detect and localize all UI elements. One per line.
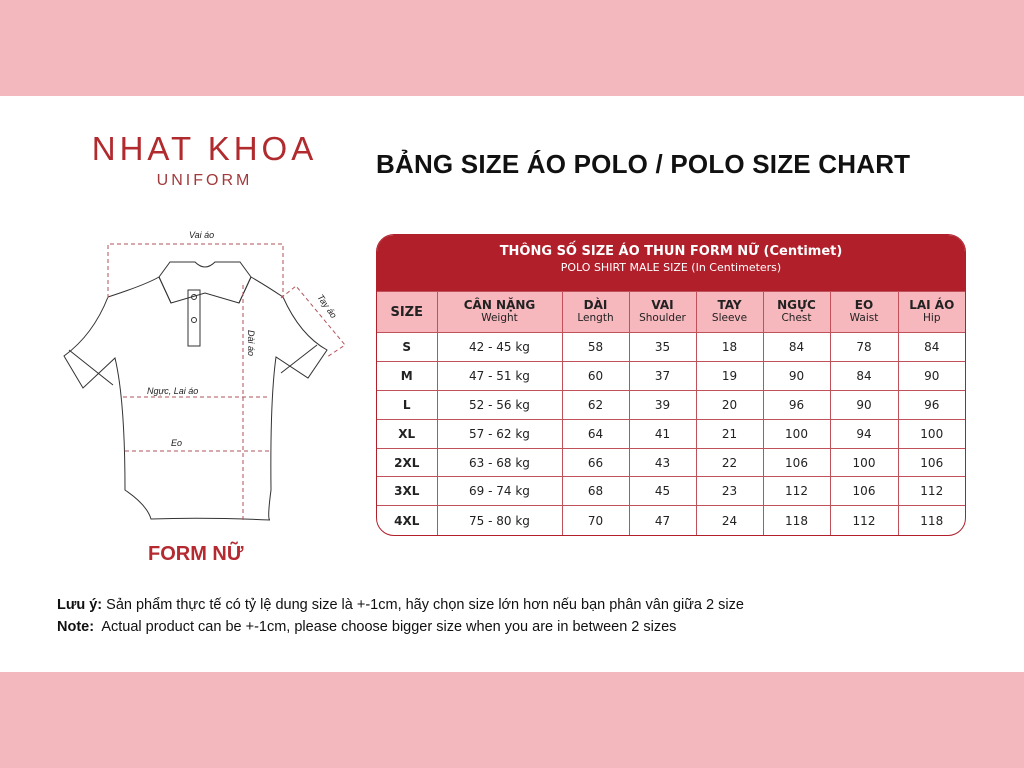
table-row [377, 448, 965, 477]
size-cell: 2XL [377, 448, 437, 477]
table-cell: 96 [763, 390, 830, 419]
table-cell: 41 [629, 419, 696, 448]
table-cell: 84 [898, 333, 965, 362]
table-cell: 90 [830, 390, 898, 419]
table-cell: 39 [629, 390, 696, 419]
column-header-en: Hip [923, 312, 941, 324]
column-header [898, 292, 965, 333]
size-cell: XL [377, 419, 437, 448]
bottom-band [0, 672, 1024, 768]
table-cell: 60 [562, 361, 629, 390]
column-header-vi: TAY [717, 298, 742, 312]
table-cell: 94 [830, 419, 898, 448]
note-vi [57, 594, 744, 616]
table-cell: 57 - 62 kg [437, 419, 562, 448]
table-cell: 64 [562, 419, 629, 448]
column-header [562, 292, 629, 333]
table-cell: 118 [763, 506, 830, 535]
table-cell: 21 [696, 419, 763, 448]
column-header-en: Sleeve [711, 312, 748, 324]
label-shoulder: Vai áo [189, 230, 215, 240]
table-cell: 96 [898, 390, 965, 419]
table-title-bar [377, 235, 965, 291]
shirt-outline [64, 277, 327, 520]
column-header [763, 292, 830, 333]
table-cell: 62 [562, 390, 629, 419]
size-cell: 3XL [377, 477, 437, 506]
table-cell: 52 - 56 kg [437, 390, 562, 419]
shirt-diagram [55, 220, 365, 530]
table-cell: 90 [898, 361, 965, 390]
table-cell: 63 - 68 kg [437, 448, 562, 477]
table-cell: 70 [562, 506, 629, 535]
column-header-vi: SIZE [390, 304, 423, 320]
column-header-en: Chest [781, 312, 812, 324]
table-cell: 112 [898, 477, 965, 506]
table-cell: 100 [898, 419, 965, 448]
table-cell: 112 [830, 506, 898, 535]
size-cell: M [377, 361, 437, 390]
column-header-vi: VAI [651, 298, 674, 312]
column-header-vi: CÂN NẶNG [463, 298, 536, 312]
table-cell: 47 - 51 kg [437, 361, 562, 390]
table-row [377, 333, 965, 362]
table-cell: 106 [830, 477, 898, 506]
table-title: THÔNG SỐ SIZE ÁO THUN FORM NỮ (Centimet) [499, 244, 843, 259]
note-en [57, 616, 744, 638]
logo [82, 130, 327, 190]
table-cell: 45 [629, 477, 696, 506]
table-cell: 58 [562, 333, 629, 362]
column-header [629, 292, 696, 333]
table-cell: 100 [830, 448, 898, 477]
column-header-vi: EO [854, 298, 874, 312]
column-header [437, 292, 562, 333]
table-cell: 84 [763, 333, 830, 362]
table-cell: 43 [629, 448, 696, 477]
table-cell: 112 [763, 477, 830, 506]
table-row [377, 506, 965, 535]
logo-sub: UNIFORM [156, 172, 253, 189]
size-table [376, 234, 966, 536]
column-header-en: Length [577, 312, 614, 324]
table-row [377, 361, 965, 390]
table-cell: 18 [696, 333, 763, 362]
table-cell: 20 [696, 390, 763, 419]
column-header-vi: NGỰC [777, 298, 816, 312]
label-chest: Ngực, Lai áo [147, 386, 199, 396]
table-cell: 118 [898, 506, 965, 535]
note-en-text: Actual product can be +-1cm, please choose bigger size when you are in between 2 sizes [94, 619, 677, 635]
column-header-en: Shoulder [639, 312, 686, 324]
table-cell: 69 - 74 kg [437, 477, 562, 506]
table-row [377, 419, 965, 448]
table-cell: 68 [562, 477, 629, 506]
size-cell: L [377, 390, 437, 419]
logo-brand: NHAT KHOA [91, 130, 318, 167]
column-header-row [377, 292, 965, 333]
table-cell: 100 [763, 419, 830, 448]
table-cell: 37 [629, 361, 696, 390]
table-cell: 84 [830, 361, 898, 390]
note-en-label: Note: [57, 619, 95, 635]
table-cell: 78 [830, 333, 898, 362]
column-header [830, 292, 898, 333]
table-cell: 106 [763, 448, 830, 477]
column-header-en: Waist [849, 312, 879, 324]
column-header [696, 292, 763, 333]
notes [57, 594, 744, 638]
table-cell: 19 [696, 361, 763, 390]
table-row [377, 390, 965, 419]
note-vi-label: Lưu ý: [57, 597, 103, 613]
table-cell: 75 - 80 kg [437, 506, 562, 535]
column-header-en: Weight [481, 312, 518, 324]
table-cell: 90 [763, 361, 830, 390]
label-sleeve: Tay áo [315, 292, 339, 321]
table-cell: 66 [562, 448, 629, 477]
column-header-vi: DÀI [583, 298, 608, 312]
page-title: BẢNG SIZE ÁO POLO / POLO SIZE CHART [376, 149, 911, 179]
table-cell: 47 [629, 506, 696, 535]
table-cell: 24 [696, 506, 763, 535]
label-waist: Eo [171, 438, 183, 448]
column-header [377, 292, 437, 333]
size-cell: S [377, 333, 437, 362]
table-cell: 35 [629, 333, 696, 362]
label-length: Dài áo [246, 330, 256, 357]
table-cell: 42 - 45 kg [437, 333, 562, 362]
table-row [377, 477, 965, 506]
form-label: FORM NỮ [148, 543, 244, 565]
table-cell: 22 [696, 448, 763, 477]
size-cell: 4XL [377, 506, 437, 535]
column-header-vi: LAI ÁO [909, 298, 955, 312]
table-cell: 106 [898, 448, 965, 477]
table-cell: 23 [696, 477, 763, 506]
table-subtitle: POLO SHIRT MALE SIZE (In Centimeters) [560, 261, 782, 274]
top-band [0, 0, 1024, 96]
note-vi-text: Sản phẩm thực tế có tỷ lệ dung size là +-1cm, hãy chọn size lớn hơn nếu bạn phân vân giữa 2 size [102, 597, 744, 613]
